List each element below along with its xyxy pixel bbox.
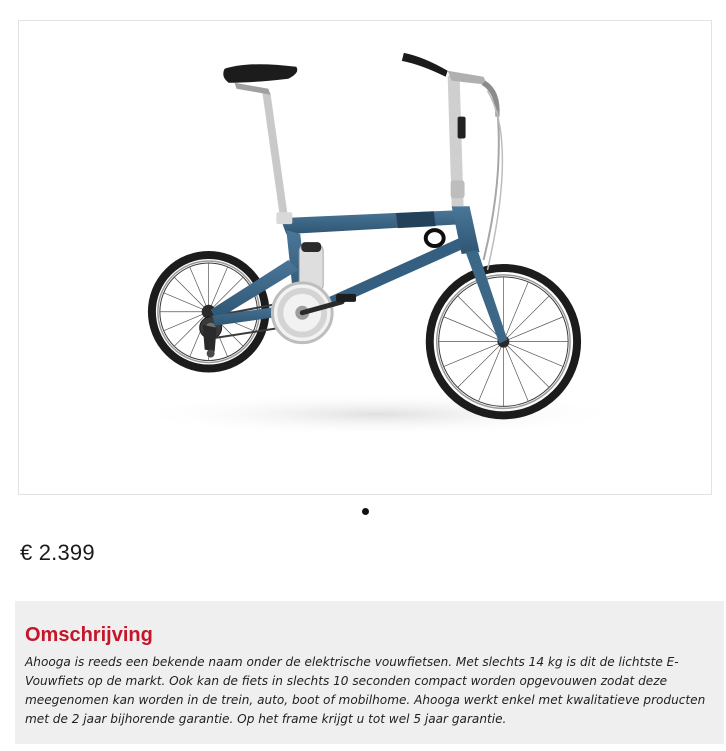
rear-derailleur bbox=[203, 325, 217, 358]
seat bbox=[223, 64, 297, 224]
product-image[interactable] bbox=[18, 20, 712, 495]
handlebar bbox=[402, 53, 503, 270]
front-wheel bbox=[430, 268, 577, 415]
description-title: Omschrijving bbox=[25, 624, 153, 646]
carousel-dot-active[interactable] bbox=[362, 508, 369, 515]
product-price: € 2.399 bbox=[20, 540, 95, 565]
folding-bike-illustration bbox=[19, 21, 711, 494]
description-panel bbox=[15, 601, 724, 744]
carousel-pagination bbox=[0, 506, 726, 516]
description-text: Ahooga is reeds een bekende naam onder de elektrische vouwfietsen. Met slechts 14 kg is dit de lichtste E-Vouwfiets op de markt. Ook kan de fiets in slechts 10 seconden compact worden opgevouwen zodat deze meegenomen kan worden in de trein, auto, boot of mobilhome. Ahooga werkt enkel met kwalitatieve producten met de 2 jaar bijhorende garantie. Op het frame krijgt u tot wel 5 jaar garantie. bbox=[25, 655, 706, 726]
